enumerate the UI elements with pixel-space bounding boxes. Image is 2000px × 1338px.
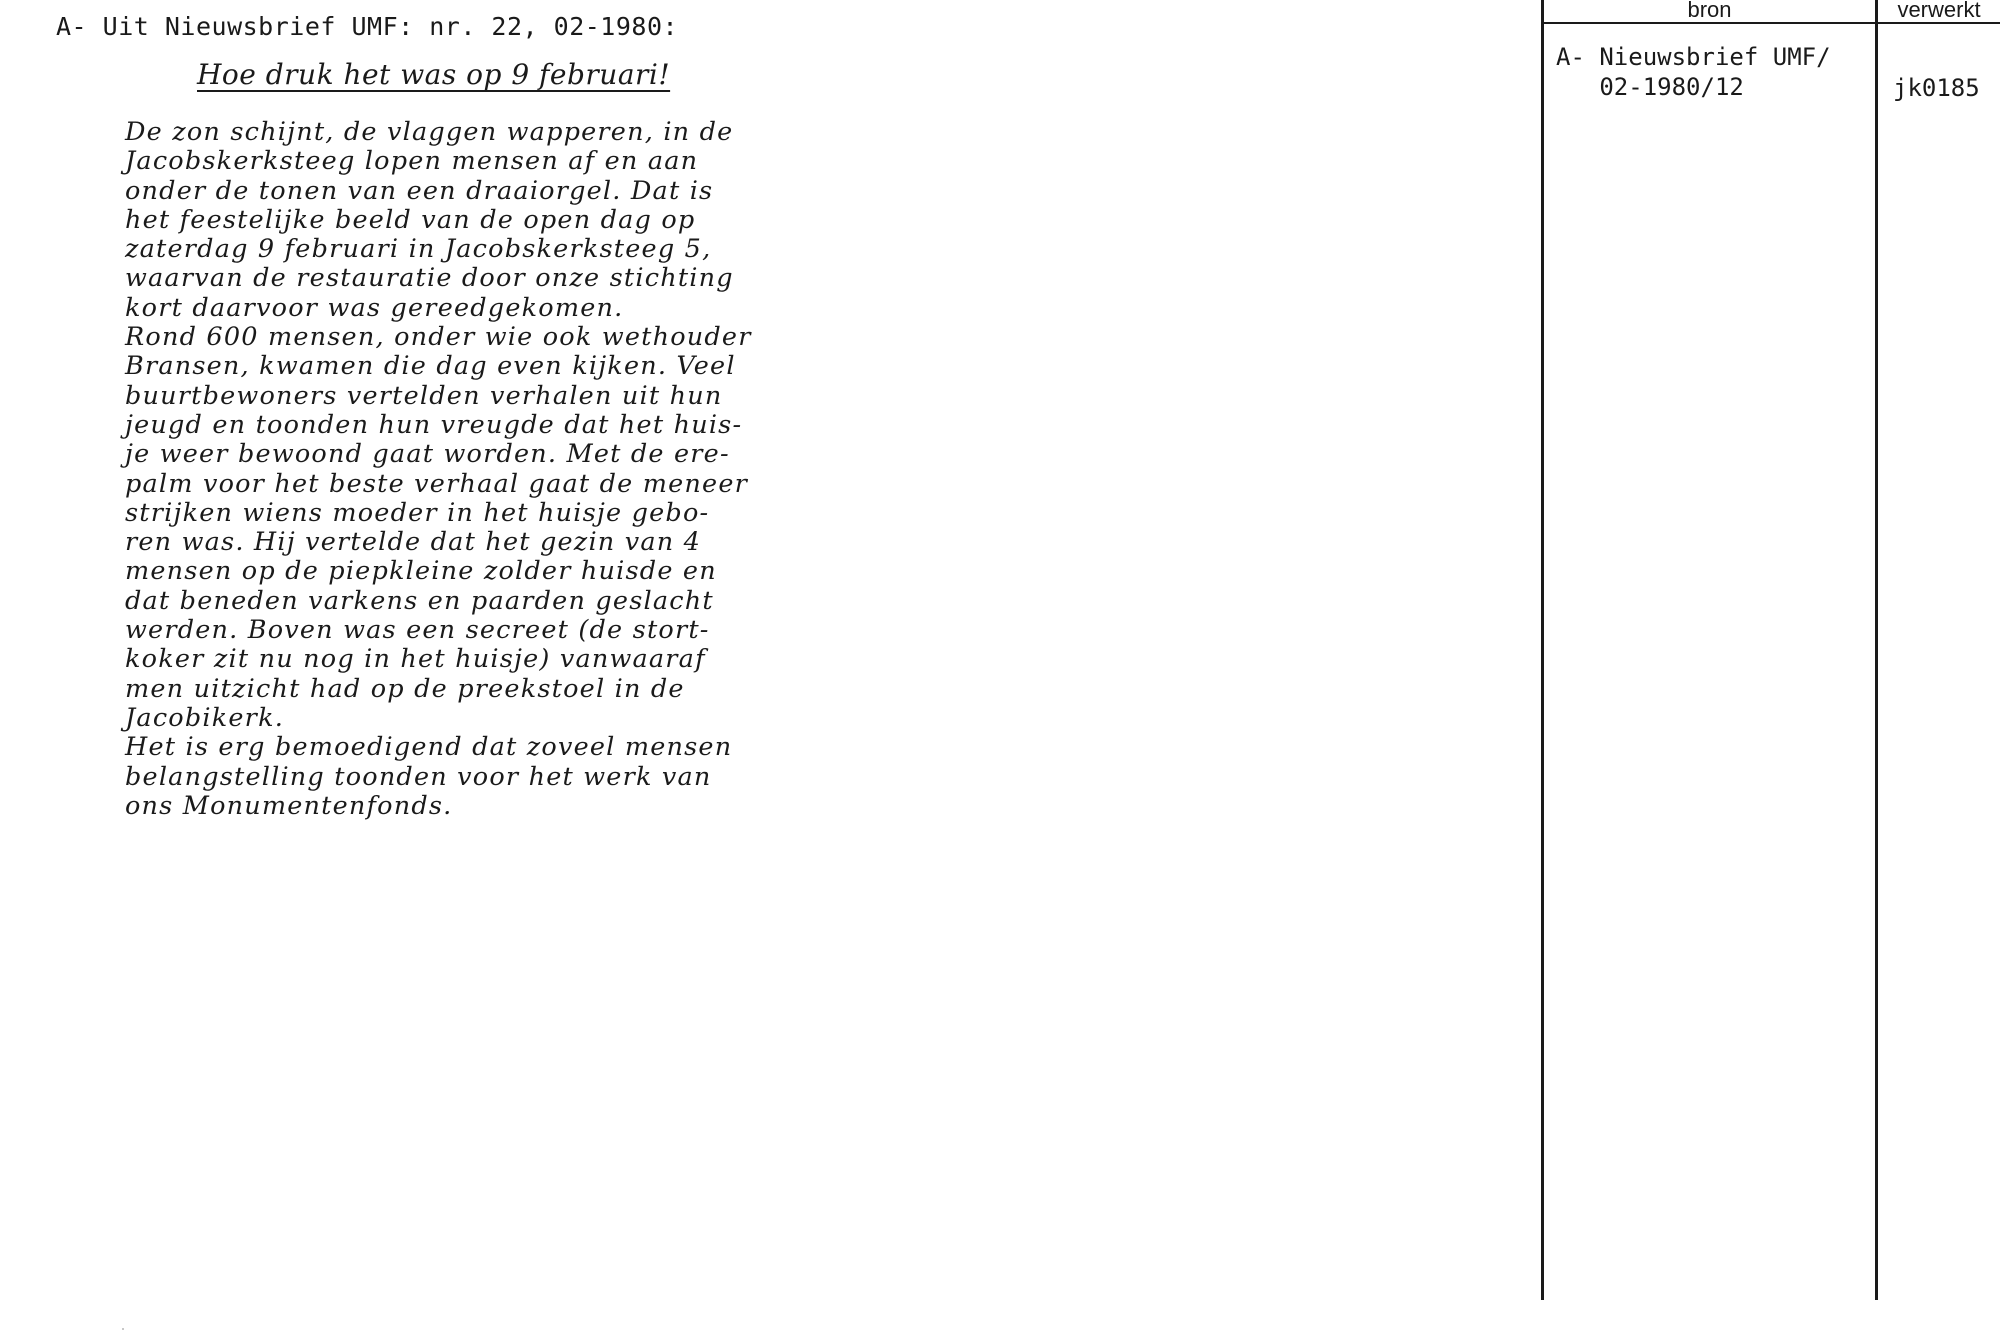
article-line: Rond 600 mensen, onder wie ook wethouder [125,322,752,353]
article-line: Het is erg bemoedigend dat zoveel mensen [125,732,733,763]
article-title: Hoe druk het was op 9 februari! [197,58,671,91]
article-line: belangstelling toonden voor het werk van [125,761,712,792]
article-line: Bransen, kwamen die dag even kijken. Veel [125,351,736,382]
source-reference-line: 02-1980/12 [1556,73,1744,101]
article-line: mensen op de piepkleine zolder huisde en [125,556,717,587]
article-line: ons Monumentenfonds. [125,790,453,821]
article-line: koker zit nu nog in het huisje) vanwaaraf [125,644,706,675]
article-line: jeugd en toonden hun vreugde dat het huis- [125,409,743,440]
article-line: dat beneden varkens en paarden geslacht [125,585,714,616]
article-body [125,118,765,821]
article-line: werden. Boven was een secreet (de stort- [125,615,710,646]
column-header-bron: bron [1687,0,1732,22]
article-line: onder de tonen van een draaiorgel. Dat is [125,175,714,206]
article-line: Jacobikerk. [125,702,285,733]
article-line: De zon schijnt, de vlaggen wapperen, in de [125,117,734,147]
processed-code: jk0185 [1893,74,1980,102]
article-line: zaterdag 9 februari in Jacobskerksteeg 5, [125,234,712,265]
article-line: waarvan de restauratie door onze stichting [125,263,734,294]
column-header-verwerkt: verwerkt [1897,0,1981,22]
source-reference-line: A- Nieuwsbrief UMF/ [1556,43,1831,71]
article-line: het feestelijke beeld van de open dag op [125,204,696,235]
article-line: ren was. Hij vertelde dat het gezin van 4 [125,527,702,558]
article-line: kort daarvoor was gereedgekomen. [125,292,624,323]
index-panel-left-rule [1541,0,1544,1300]
scan-speck [122,1328,124,1330]
article-line: men uitzicht had op de preekstoel in de [125,673,685,704]
source-reference [1556,42,1831,102]
article-line: buurtbewoners vertelden verhalen uit hun [125,380,723,411]
article-line: palm voor het beste verhaal gaat de meneer [125,468,749,499]
article-line: strijken wiens moeder in het huisje gebo- [125,497,710,528]
article-line: Jacobskerksteeg lopen mensen af en aan [125,146,699,177]
article-line: je weer bewoond gaat worden. Met de ere- [125,439,730,470]
index-panel-column-divider [1875,0,1878,1300]
document-header: A- Uit Nieuwsbrief UMF: nr. 22, 02-1980: [56,12,679,41]
